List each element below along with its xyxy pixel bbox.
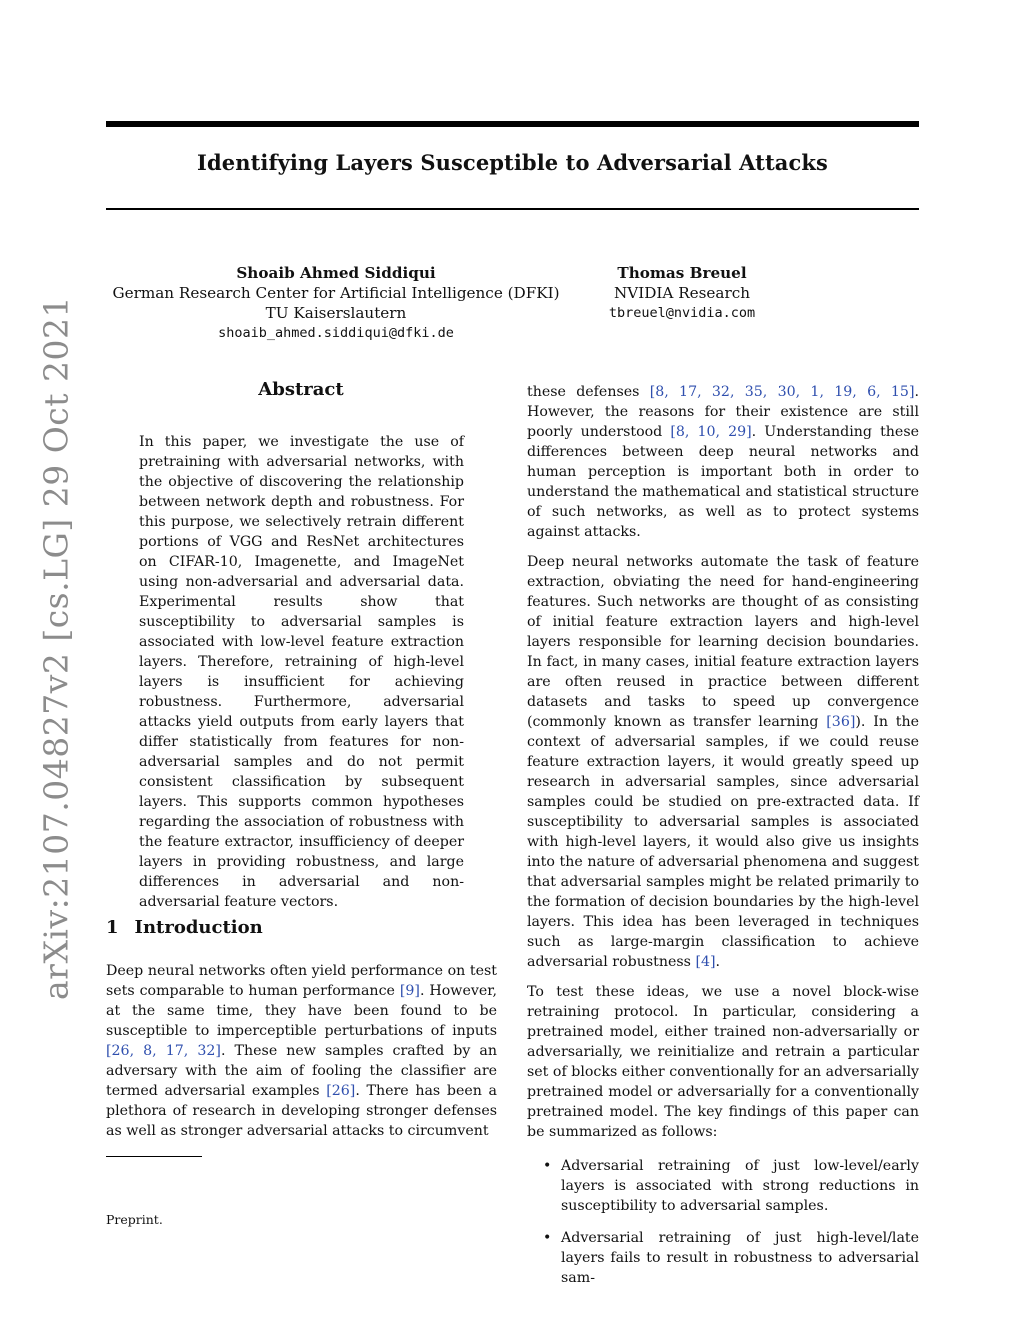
citation-link[interactable]: [4] <box>695 954 716 970</box>
title-rule-top <box>106 121 919 127</box>
text-run: . However, at the same time, they have been found to be susceptible to imperceptible perturbations of inputs <box>106 983 497 1039</box>
author-email[interactable]: tbreuel@nvidia.com <box>608 305 756 321</box>
text-run: . However, the reasons for their existence are still poorly understood <box>527 384 920 440</box>
citation-link[interactable]: [9] <box>399 983 420 999</box>
intro-paragraph-1 <box>106 961 497 1141</box>
text-run: . <box>715 954 721 970</box>
text-run: ). In the context of adversarial samples, if we could reuse feature extraction layers, it would greatly speed up research in adversarial samples, since adversarial samples could be studied on pre-extracted data. If susceptibility to adversarial samples is associated with high-level layers, it would also give us insights into the nature of adversarial phenomena and suggest that adversarial samples might be related primarily to the formation of decision boundaries by the high-level layers. This idea has been leveraged in techniques such as large-margin classification to achieve adversarial robustness <box>527 714 919 970</box>
title-rule-bottom <box>106 208 919 210</box>
citation-link[interactable]: [8, 17, 32, 35, 30, 1, 19, 6, 15] <box>649 384 915 400</box>
citation-link[interactable]: [26, 8, 17, 32] <box>106 1043 221 1059</box>
text-run: . Understanding these differences between deep neural networks and human perception is important both in order to understand the mathematical and statistical structure of such networks, as well as to protect systems against attacks. <box>527 424 919 540</box>
intro-paragraph-2 <box>527 552 919 972</box>
citation-link[interactable]: [8, 10, 29] <box>670 424 752 440</box>
author-institution: TU Kaiserslautern <box>265 304 407 322</box>
section-title: Introduction <box>134 917 263 938</box>
abstract-text: In this paper, we investigate the use of pretraining with adversarial networks, with the objective of discovering the relationship between network depth and robustness. For this purpose, we selectively retrain different portions of VGG and ResNet architectures on CIFAR-10, Imagenette, and ImageNet using non-adversarial and adversarial data. Experimental results show that susceptibility to adversarial samples is associated with low-level feature extraction layers. Therefore, retraining of high-level layers is insufficient for achieving robustness. Furthermore, adversarial attacks yield outputs from early layers that differ statistically from features for non-adversarial samples and do not permit consistent classification by subsequent layers. This supports common hypotheses regarding the association of robustness with the feature extractor, insufficiency of deeper layers in providing robustness, and large differences in adversarial and non-adversarial feature vectors. <box>139 434 464 910</box>
arxiv-identifier: arXiv:2107.04827v2 [cs.LG] 29 Oct 2021 <box>36 295 76 1001</box>
intro-paragraph-1-continued <box>527 382 919 542</box>
author-affiliation: German Research Center for Artificial Intelligence (DFKI) <box>112 284 560 302</box>
author-affiliation: NVIDIA Research <box>613 284 751 302</box>
text-run: Deep neural networks automate the task of feature extraction, obviating the need for hand-engineering features. Such networks are thought of as consisting of initial feature extraction layers and high-level layers responsible for learning decision boundaries. In fact, in many cases, initial feature extraction layers are often reused in practice between different datasets and tasks to speed up convergence (commonly known as transfer learning <box>527 554 919 730</box>
author-block-2 <box>582 263 782 323</box>
intro-paragraph-3: To test these ideas, we use a novel block-wise retraining protocol. In particular, considering a pretrained model, either trained non-adversarially or adversarially, we reinitialize and retrain a particular set of blocks either conventionally for an adversarially pretrained model or adversarially for a conventionally pretrained model. The key findings of this paper can be summarized as follows: <box>527 984 919 1140</box>
section-number: 1 <box>106 917 119 938</box>
text-run: Deep neural networks often yield performance on test sets comparable to human performance <box>106 963 497 999</box>
author-name: Thomas Breuel <box>617 264 747 282</box>
text-run: these defenses <box>527 384 650 400</box>
list-item: • Adversarial retraining of just low-level/early layers is associated with strong reductions in susceptibility to adversarial samples. <box>561 1156 919 1216</box>
left-column-body <box>106 961 497 1141</box>
author-name: Shoaib Ahmed Siddiqui <box>236 264 436 282</box>
section-heading-introduction <box>106 917 263 938</box>
author-block-1 <box>106 263 566 343</box>
key-findings-list <box>527 1156 919 1288</box>
footnote: Preprint. <box>106 1212 163 1227</box>
text-run: . There has been a plethora of research in developing stronger defenses as well as stronger adversarial attacks to circumvent <box>106 1083 498 1139</box>
right-column-body <box>527 382 919 1300</box>
abstract-heading: Abstract <box>258 379 344 400</box>
paper-title: Identifying Layers Susceptible to Adversarial Attacks <box>197 150 828 175</box>
text-run: . These new samples crafted by an adversary with the aim of fooling the classifier are termed adversarial examples <box>106 1043 497 1099</box>
citation-link[interactable]: [26] <box>326 1083 356 1099</box>
author-email[interactable]: shoaib_ahmed.siddiqui@dfki.de <box>218 325 454 341</box>
citation-link[interactable]: [36] <box>826 714 856 730</box>
list-item: • Adversarial retraining of just high-level/late layers fails to result in robustness to adversarial sam- <box>561 1228 919 1288</box>
footnote-rule <box>106 1156 202 1157</box>
